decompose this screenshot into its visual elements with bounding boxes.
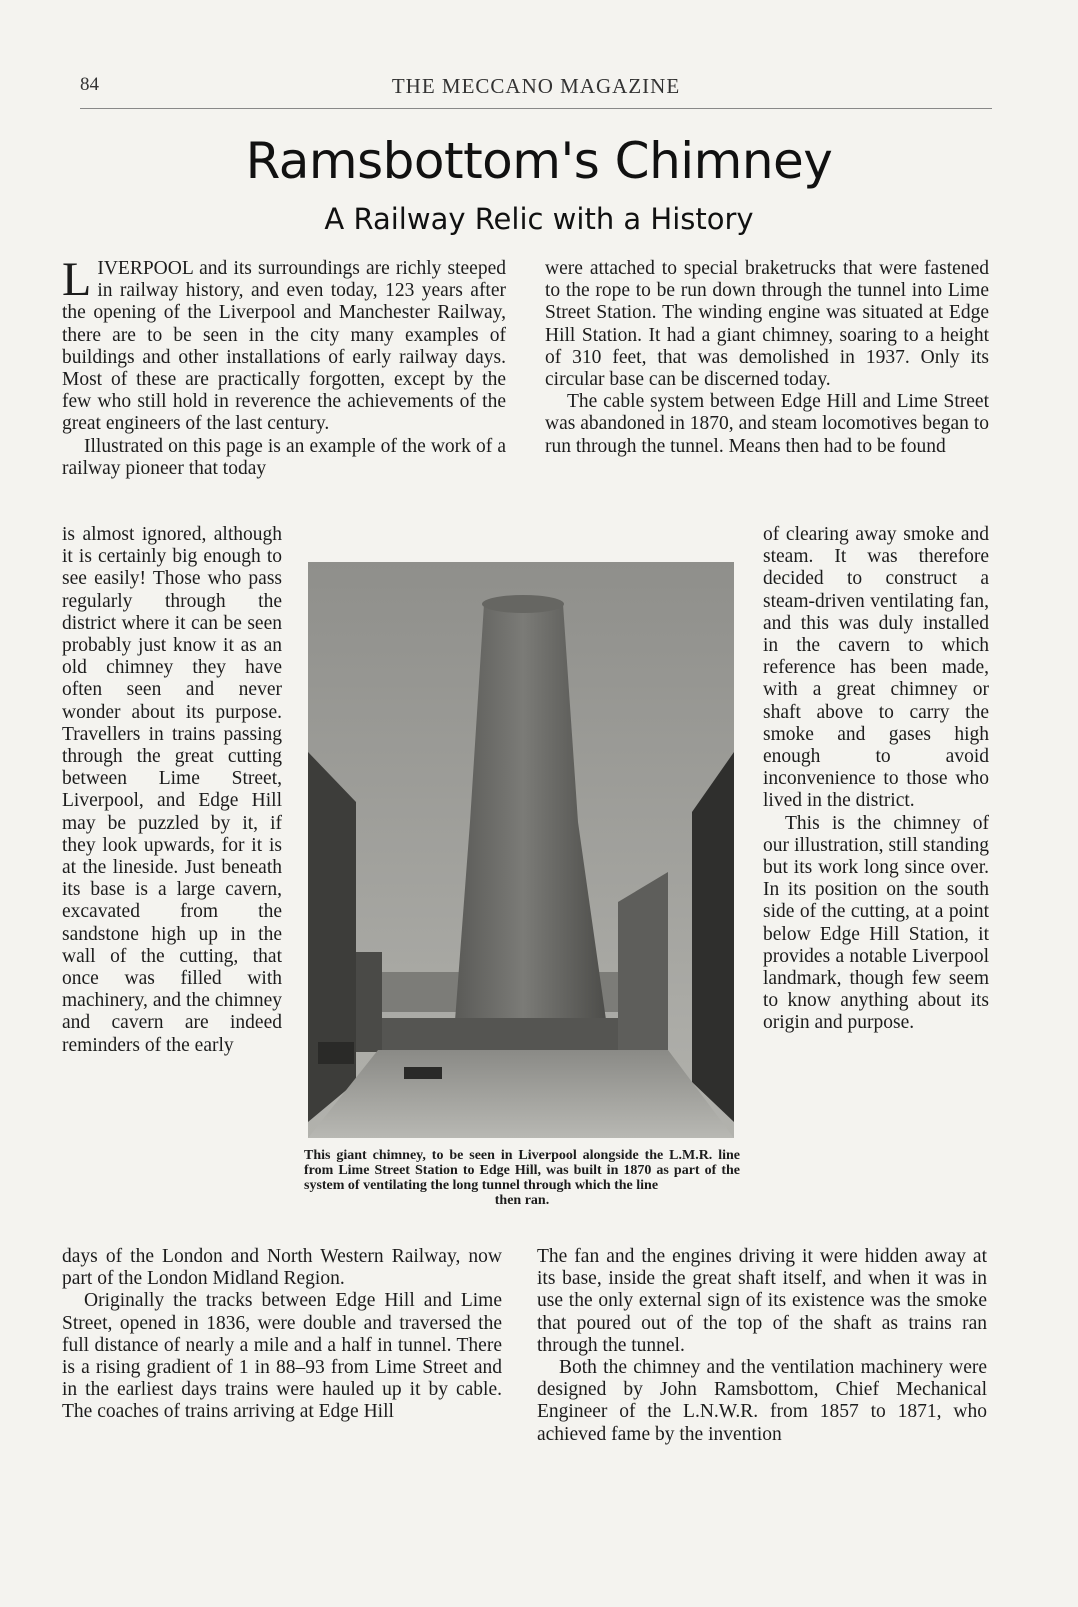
road — [308, 1050, 734, 1138]
running-head: THE MECCANO MAGAZINE — [391, 74, 681, 98]
paragraph: The fan and the engines driving it were hidden away at its base, inside the great shaft itself, and when it was in use the only external sign of its existence was the smoke that poured out of the top of the shaft as trains ran through the tunnel. — [537, 1246, 987, 1356]
paragraph: The cable system between Edge Hill and Lime Street was abandoned in 1870, and steam locomotives began to run through the tunnel. Means then had to be found — [545, 391, 989, 457]
paragraph: Both the chimney and the ventilation machinery were designed by John Ramsbottom, Chief Mechanical Engineer of the L.N.W.R. from 1857 to 1871, who achieved fame by the invention — [537, 1357, 987, 1445]
paragraph: of clearing away smoke and steam. It was therefore decided to construct a steam-driven ventilating fan, and this was duly installed in the cavern to which reference has been made, with a great chimney or shaft above to carry the smoke and gases high enough to avoid inconvenience to those who lived in the district. — [763, 524, 989, 812]
left-column-bottom — [62, 1246, 502, 1424]
paragraph: were attached to special braketrucks that were fastened to the rope to be run down through the tunnel into Lime Street Station. The winding engine was situated at Edge Hill Station. It had a giant chimney, soaring to a height of 310 feet, that was demolished in 1937. Only its circular base can be discerned today. — [545, 258, 989, 391]
paragraph: is almost ignored, although it is certainly big enough to see easily! Those who pass regularly through the district where it can be seen probably just know it as an old chimney they have often seen and never wonder about its purpose. Travellers in trains passing through the great cutting between Lime Street, Liverpool, and Edge Hill may be puzzled by it, if they look upwards, for it is at the lineside. Just beneath its base is a large cavern, excavated from the sandstone high up in the wall of the cutting, that once was filled with machinery, and the chimney and cavern are indeed reminders of the early — [62, 524, 282, 1056]
paragraph: days of the London and North Western Railway, now part of the London Midland Region. — [62, 1246, 502, 1290]
caption-text: This giant chimney, to be seen in Liverpool alongside the L.M.R. line from Lime Street Station to Edge Hill, was built in 1870 as part of the system of ventilating the long tunnel through which the line — [304, 1148, 740, 1193]
page-header — [80, 72, 992, 102]
right-column-top — [545, 258, 989, 458]
chimney-cap — [482, 595, 564, 613]
article-title: Ramsbottom's Chimney — [245, 132, 833, 190]
right-column-bottom — [537, 1246, 987, 1446]
photo-caption — [304, 1148, 740, 1208]
left-buildings — [308, 752, 356, 1122]
paragraph: Illustrated on this page is an example of the work of a railway pioneer that today — [62, 435, 506, 479]
left-column-top — [62, 253, 506, 480]
right-buildings — [692, 752, 734, 1122]
right-column-wrap — [763, 524, 989, 1035]
caption-text-end: then ran. — [494, 1193, 550, 1208]
paragraph: Originally the tracks between Edge Hill and Lime Street, opened in 1836, were double and traversed the full distance of nearly a mile and a half in tunnel. There is a rising gradient of 1 in 88–93 from Lime Street and in the earliest days trains were hauled up it by cable. The coaches of trains arriving at Edge Hill — [62, 1290, 502, 1423]
page-number: 84 — [80, 74, 99, 95]
handcart — [404, 1067, 442, 1079]
drop-cap: L — [62, 253, 92, 306]
paragraph: IVERPOOL and its surroundings are richly steeped in railway history, and even today, 123 years after the opening of the Liverpool and Manchester Railway, there are to be seen in the city many examples of buildings and other installations of early railway days. Most of these are practically forgotten, except by the few who still hold in reverence the achievements of the great engineers of the last century. — [62, 258, 506, 435]
header-rule — [80, 108, 992, 109]
paragraph: This is the chimney of our illustration, still standing but its work long since over. In its position on the south side of the cutting, at a point below Edge Hill Station, it provides a notable Liverpool landmark, though few seem to know anything about its origin and purpose. — [763, 812, 989, 1034]
chimney-photograph — [308, 562, 734, 1138]
left-column-wrap — [62, 524, 282, 1057]
article-subtitle: A Railway Relic with a History — [324, 202, 754, 236]
